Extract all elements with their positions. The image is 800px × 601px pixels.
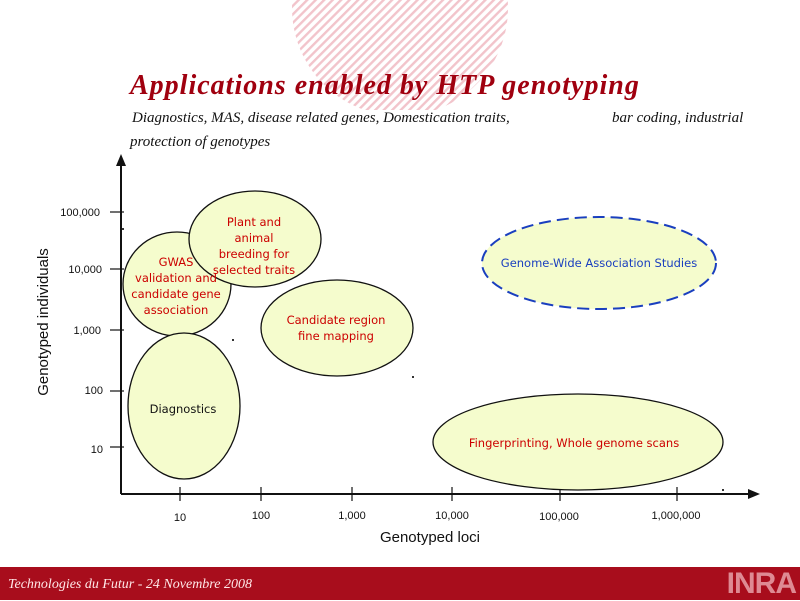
x-tick-label: 10 <box>173 512 187 524</box>
gwas-label: Genome-Wide Association Studies <box>500 256 698 270</box>
slide-subtitle: Diagnostics, MAS, disease related genes, Domestication traits, <box>132 110 510 126</box>
slide-title: Applications enabled by HTP genotyping <box>130 70 640 101</box>
y-axis-arrow <box>116 154 126 166</box>
svg-text:selected traits: selected traits <box>212 263 296 277</box>
x-axis-arrow <box>748 489 760 499</box>
x-tick-label: 1,000 <box>338 510 366 522</box>
y-tick-label: 10,000 <box>68 264 102 276</box>
slide-subtitle-right: bar coding, industrial <box>612 110 744 126</box>
x-tick-label: 10,000 <box>435 510 469 522</box>
svg-text:GWAS: GWAS <box>158 255 194 269</box>
inra-logo: INRA <box>726 567 796 600</box>
y-tick-label: 10 <box>90 444 103 456</box>
svg-text:animal: animal <box>234 231 274 245</box>
x-axis-label: Genotyped loci <box>379 529 481 546</box>
y-tick-label: 1,000 <box>73 325 101 337</box>
y-tick-label: 100 <box>84 385 103 397</box>
svg-text:association: association <box>143 303 209 317</box>
candidate-region-ellipse <box>261 280 413 376</box>
x-tick-label: 1,000,000 <box>651 510 701 522</box>
svg-text:candidate gene: candidate gene <box>131 287 221 301</box>
footer-text: Technologies du Futur - 24 Novembre 2008 <box>8 577 252 592</box>
svg-text:Candidate region: Candidate region <box>286 313 386 327</box>
fingerprinting-label: Fingerprinting, Whole genome scans <box>468 436 680 450</box>
x-tick-label: 100,000 <box>539 511 579 523</box>
svg-text:breeding for: breeding for <box>218 247 290 261</box>
x-tick-label: 100 <box>251 510 271 522</box>
y-tick-label: 100,000 <box>60 207 100 219</box>
y-axis-label: Genotyped individuals <box>35 248 52 396</box>
svg-text:validation and: validation and <box>135 271 217 285</box>
footer-bar <box>0 567 800 600</box>
slide-subtitle-line2: protection of genotypes <box>130 134 271 150</box>
svg-text:fine mapping: fine mapping <box>298 329 374 343</box>
diagnostics-label: Diagnostics <box>149 402 217 416</box>
svg-text:Plant and: Plant and <box>226 215 282 229</box>
